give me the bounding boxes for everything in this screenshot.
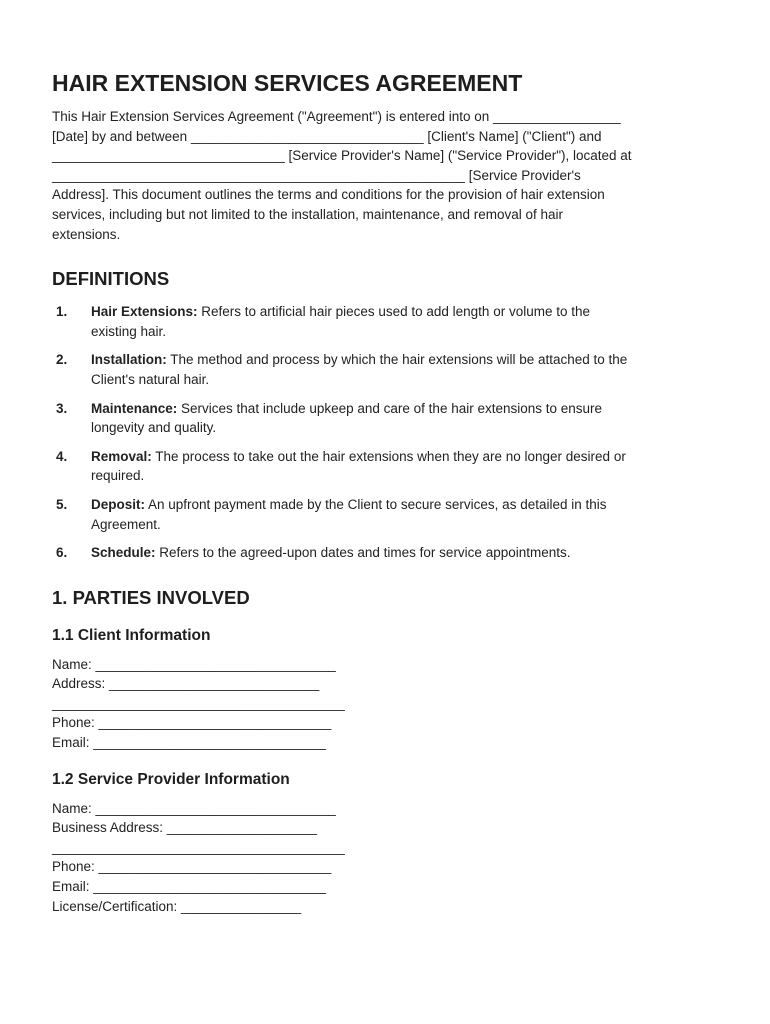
client-phone-field: Phone: _______________________________	[52, 715, 332, 731]
definition-number: 6.	[56, 545, 68, 561]
definitions-heading: DEFINITIONS	[52, 268, 170, 290]
definition-item	[52, 302, 720, 341]
client-address-continued-field: _______________________________________	[52, 695, 345, 711]
intro-line: [Date] by and between _______________________________ [Client's Name] ("Client") and	[52, 128, 602, 144]
definitions-list	[52, 302, 720, 563]
definition-term: Schedule:	[91, 545, 156, 561]
definition-term: Removal:	[91, 448, 152, 464]
document-title: HAIR EXTENSION SERVICES AGREEMENT	[52, 70, 523, 96]
definition-number: 5.	[56, 496, 68, 512]
definition-text: Refers to the agreed-upon dates and times for service appointments.	[155, 545, 571, 561]
definition-text: longevity and quality.	[91, 420, 217, 436]
definition-term: Maintenance:	[91, 400, 178, 416]
definition-number: 2.	[56, 352, 68, 368]
parties-heading: 1. PARTIES INVOLVED	[52, 586, 250, 608]
client-info-heading: 1.1 Client Information	[52, 626, 211, 644]
definition-item	[52, 495, 720, 534]
definition-item	[52, 447, 720, 486]
definition-text: existing hair.	[91, 323, 167, 339]
definition-number: 3.	[56, 400, 68, 416]
definition-number: 4.	[56, 448, 68, 464]
intro-line: _______________________________ [Service Provider's Name] ("Service Provider"), located at	[52, 148, 632, 164]
provider-phone-field: Phone: _______________________________	[52, 859, 332, 875]
client-address-field: Address: ____________________________	[52, 676, 320, 692]
provider-name-field: Name: ________________________________	[52, 800, 336, 816]
provider-license-field: License/Certification: ________________	[52, 898, 302, 914]
definition-number: 1.	[56, 304, 68, 320]
definition-term: Installation:	[91, 352, 167, 368]
definition-term: Hair Extensions:	[91, 304, 198, 320]
provider-address-continued-field: _______________________________________	[52, 839, 345, 855]
intro-paragraph	[52, 107, 720, 244]
provider-business-address-field: Business Address: ____________________	[52, 820, 317, 836]
provider-info-heading: 1.2 Service Provider Information	[52, 770, 290, 788]
provider-info-fields	[52, 799, 720, 917]
intro-line: Address]. This document outlines the terms and conditions for the provision of hair extension	[52, 187, 605, 203]
intro-line: _______________________________________________________ [Service Provider's	[52, 167, 581, 183]
definition-text: required.	[91, 468, 145, 484]
definition-text: The method and process by which the hair extensions will be attached to the	[166, 352, 628, 368]
intro-line: extensions.	[52, 226, 121, 242]
intro-line: services, including but not limited to the installation, maintenance, and removal of hair	[52, 206, 564, 222]
definition-text: Agreement.	[91, 516, 161, 532]
definition-item	[52, 543, 720, 563]
definition-text: Refers to artificial hair pieces used to add length or volume to the	[197, 304, 590, 320]
definition-item	[52, 399, 720, 438]
definition-item	[52, 350, 720, 389]
definition-text: The process to take out the hair extensions when they are no longer desired or	[151, 448, 626, 464]
definition-term: Deposit:	[91, 496, 145, 512]
intro-line: This Hair Extension Services Agreement ("Agreement") is entered into on _________________	[52, 109, 621, 124]
provider-email-field: Email: _______________________________	[52, 879, 327, 895]
definition-text: An upfront payment made by the Client to secure services, as detailed in this	[145, 496, 607, 512]
client-email-field: Email: _______________________________	[52, 735, 327, 751]
client-info-fields	[52, 655, 720, 753]
definition-text: Services that include upkeep and care of the hair extensions to ensure	[177, 400, 603, 416]
client-name-field: Name: ________________________________	[52, 656, 336, 672]
definition-text: Client's natural hair.	[91, 371, 210, 387]
